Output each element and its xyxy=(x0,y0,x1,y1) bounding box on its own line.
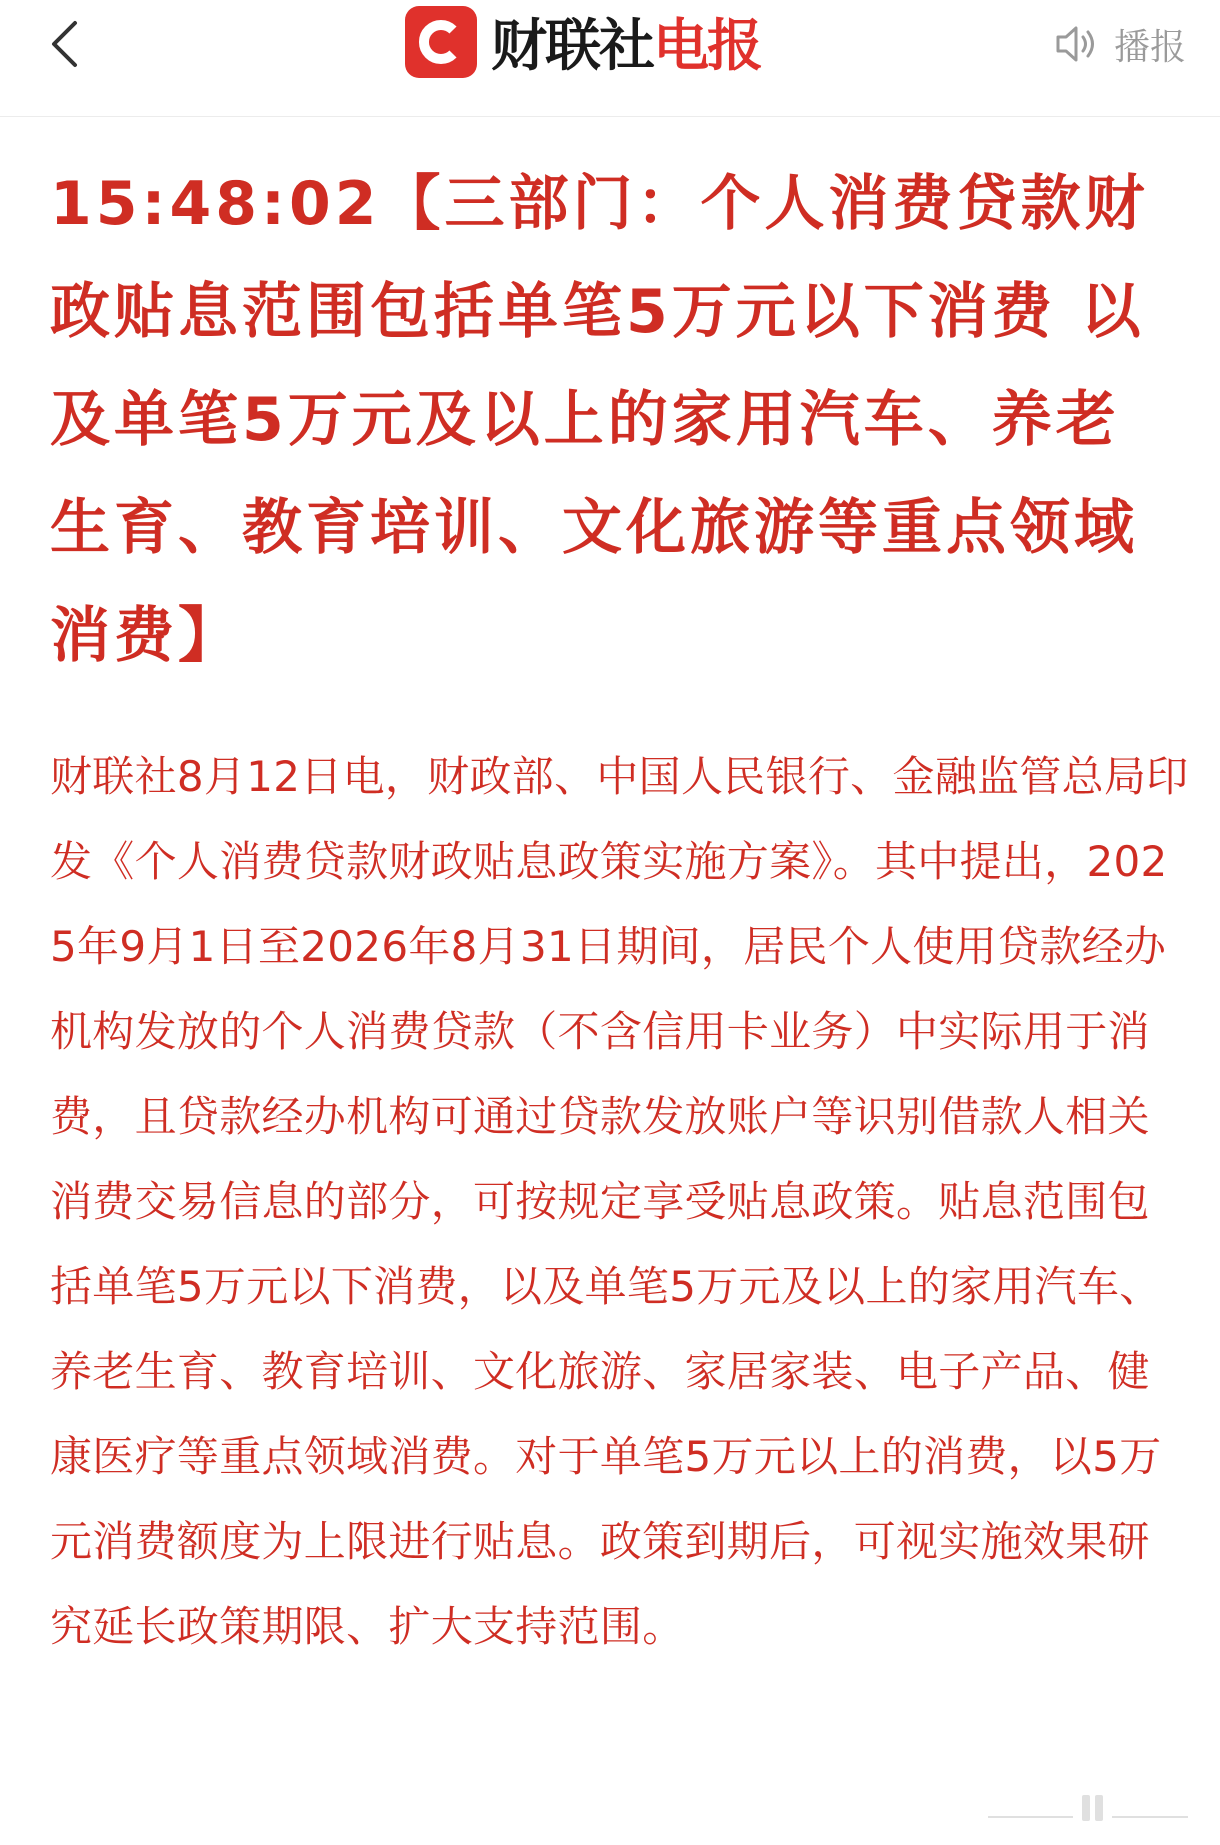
brand-c-logo-icon xyxy=(405,6,477,78)
speaker-icon xyxy=(1054,24,1098,64)
broadcast-label: 播报 xyxy=(1113,26,1186,68)
brand-name: 财联社 xyxy=(491,14,653,79)
brand-logo-group xyxy=(405,4,761,80)
article-body: 财联社8月12日电，财政部、中国人民银行、金融监管总局印发《个人消费贷款财政贴息政策实施方案》。其中提出，2025年9月1日至2026年8月31日期间，居民个人使用贷款经办机构发放的个人消费贷款（不含信用卡业务）中实际用于消费，且贷款经办机构可通过贷款发放账户等识别借款人相关消费交易信息的部分，可按规定享受贴息政策。贴息范围包括单笔5万元以下消费，以及单笔5万元及以上的家用汽车、养老生育、教育培训、文化旅游、家居家装、电子产品、健康医疗等重点领域消费。对于单笔5万元以上的消费，以5万元消费额度为上限进行贴息。政策到期后，可视实施效果研究延长政策期限、扩大支持范围。 xyxy=(50,752,1189,1651)
broadcast-button[interactable] xyxy=(1054,14,1186,74)
chevron-left-icon xyxy=(49,19,79,69)
article-headline: 15:48:02【三部门：个人消费贷款财政贴息范围包括单笔5万元以下消费 以及单笔5万元及以上的家用汽车、养老生育、教育培训、文化旅游等重点领域消费】 xyxy=(50,169,1149,671)
back-button[interactable] xyxy=(42,14,86,74)
top-bar xyxy=(0,0,1220,117)
watermark-mark xyxy=(978,1783,1198,1833)
brand-accent: 电报 xyxy=(653,14,761,79)
